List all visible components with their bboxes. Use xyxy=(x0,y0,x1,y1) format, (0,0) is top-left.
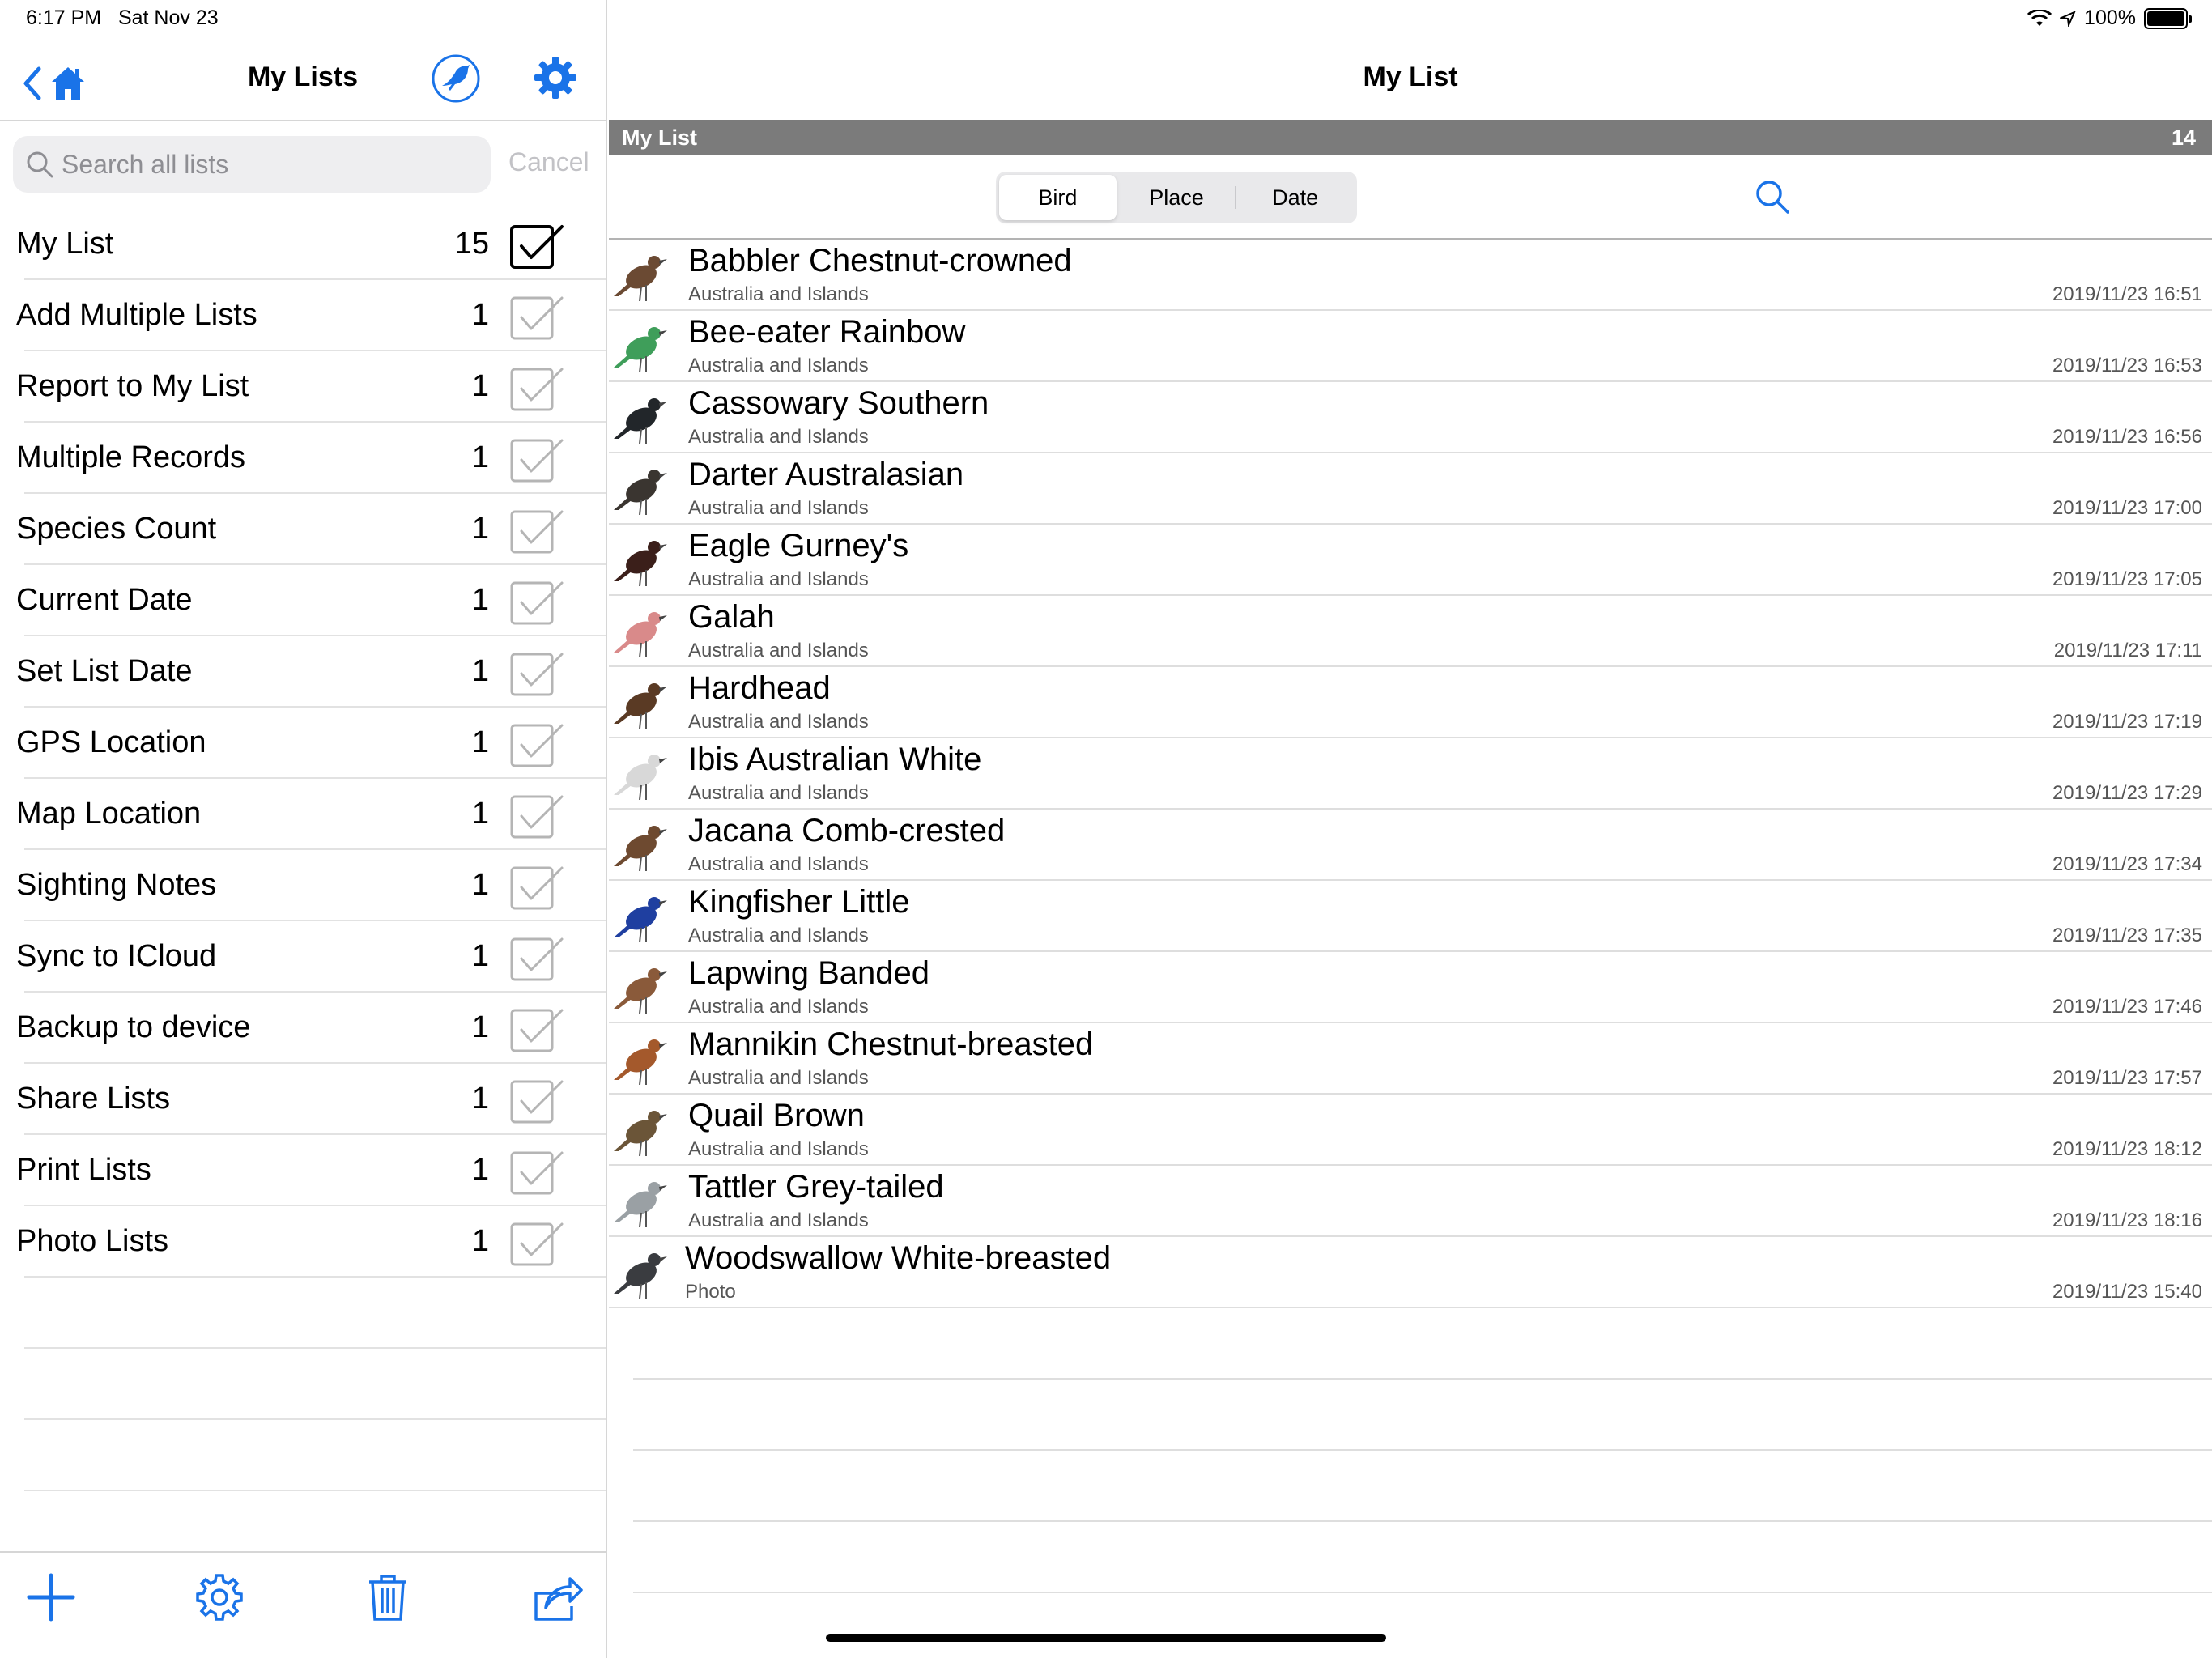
list-name: Share Lists xyxy=(16,1082,171,1116)
bird-row[interactable] xyxy=(609,1237,2212,1308)
bird-thumbnail xyxy=(609,528,674,593)
list-row[interactable] xyxy=(0,423,606,494)
trash-icon[interactable] xyxy=(359,1569,416,1626)
list-row[interactable] xyxy=(0,636,606,708)
bird-name: Galah xyxy=(688,599,775,635)
segment-place[interactable]: Place xyxy=(1149,185,1204,210)
bird-name: Hardhead xyxy=(688,670,831,706)
empty-row xyxy=(609,1380,2212,1451)
search-icon[interactable] xyxy=(1752,176,1793,217)
bird-date: 2019/11/23 17:11 xyxy=(2053,640,2202,661)
bird-row[interactable] xyxy=(609,382,2212,453)
bird-date: 2019/11/23 16:53 xyxy=(2052,355,2202,376)
list-name: Current Date xyxy=(16,583,193,617)
bird-date: 2019/11/23 17:05 xyxy=(2052,568,2202,590)
bird-row[interactable] xyxy=(609,240,2212,311)
checkbox-icon[interactable] xyxy=(508,648,567,698)
list-row[interactable] xyxy=(0,993,606,1064)
status-indicators xyxy=(2027,6,2188,30)
home-indicator[interactable] xyxy=(826,1634,1386,1642)
list-name: Photo Lists xyxy=(16,1224,168,1258)
bird-region: Australia and Islands xyxy=(688,426,869,448)
list-name: Sighting Notes xyxy=(16,868,217,902)
bird-region: Australia and Islands xyxy=(688,640,869,661)
checked-box-icon[interactable] xyxy=(508,220,567,270)
empty-row xyxy=(609,1308,2212,1380)
list-row[interactable] xyxy=(0,1064,606,1135)
bird-region: Australia and Islands xyxy=(688,925,869,946)
bird-row[interactable] xyxy=(609,810,2212,881)
list-row[interactable] xyxy=(0,708,606,779)
bird-name: Ibis Australian White xyxy=(688,742,982,777)
bird-name: Babbler Chestnut-crowned xyxy=(688,243,1072,278)
list-count: 1 xyxy=(471,512,489,546)
checkbox-icon[interactable] xyxy=(508,1075,567,1125)
list-count: 1 xyxy=(471,1082,489,1116)
bird-date: 2019/11/23 15:40 xyxy=(2052,1281,2202,1303)
bird-thumbnail xyxy=(609,742,674,806)
checkbox-icon[interactable] xyxy=(508,576,567,627)
list-count: 1 xyxy=(471,440,489,474)
list-row[interactable] xyxy=(0,209,606,280)
bird-region: Australia and Islands xyxy=(688,782,869,804)
list-name: My List xyxy=(16,227,114,261)
bird-date: 2019/11/23 16:56 xyxy=(2052,426,2202,448)
cancel-button[interactable]: Cancel xyxy=(508,147,589,176)
search-input[interactable] xyxy=(60,136,481,193)
bird-thumbnail xyxy=(609,385,674,450)
bird-region: Australia and Islands xyxy=(688,497,869,519)
bottom-toolbar xyxy=(0,1551,606,1658)
checkbox-icon[interactable] xyxy=(508,719,567,769)
bird-name: Cassowary Southern xyxy=(688,385,989,421)
segment-bird[interactable]: Bird xyxy=(999,175,1117,220)
segment-date[interactable]: Date xyxy=(1272,185,1319,210)
bird-date: 2019/11/23 17:46 xyxy=(2052,996,2202,1018)
checkbox-icon[interactable] xyxy=(508,291,567,342)
bird-date: 2019/11/23 18:12 xyxy=(2052,1138,2202,1160)
share-icon[interactable] xyxy=(528,1569,585,1626)
row-divider xyxy=(24,1490,606,1491)
sort-segmented-control xyxy=(996,172,1357,223)
empty-row xyxy=(609,1451,2212,1522)
list-count: 1 xyxy=(471,298,489,332)
bird-region: Australia and Islands xyxy=(688,283,869,305)
list-row[interactable] xyxy=(0,494,606,565)
checkbox-icon[interactable] xyxy=(508,505,567,555)
list-name: Set List Date xyxy=(16,654,193,688)
list-count: 1 xyxy=(471,1153,489,1187)
lists-pane xyxy=(0,0,607,1658)
bird-row[interactable] xyxy=(609,667,2212,738)
bird-name: Eagle Gurney's xyxy=(688,528,909,563)
bird-row[interactable] xyxy=(609,525,2212,596)
bird-thumbnail xyxy=(609,1169,674,1234)
bird-date: 2019/11/23 17:35 xyxy=(2052,925,2202,946)
list-name: Backup to device xyxy=(16,1010,251,1044)
empty-row xyxy=(0,1420,606,1491)
bird-date: 2019/11/23 17:19 xyxy=(2052,711,2202,733)
bird-region: Australia and Islands xyxy=(688,355,869,376)
bird-thumbnail xyxy=(609,670,674,735)
bird-thumbnail xyxy=(609,314,674,379)
plus-icon[interactable] xyxy=(23,1569,79,1626)
battery-percent: 100% xyxy=(2084,6,2136,29)
empty-row xyxy=(0,1349,606,1420)
bird-thumbnail xyxy=(609,599,674,664)
bird-region: Australia and Islands xyxy=(688,1209,869,1231)
checkbox-icon[interactable] xyxy=(508,1146,567,1197)
bird-name: Tattler Grey-tailed xyxy=(688,1169,944,1205)
list-count: 1 xyxy=(471,868,489,902)
bird-region: Photo xyxy=(685,1281,736,1303)
lists-title: My Lists xyxy=(247,62,359,92)
bird-thumbnail xyxy=(609,813,674,878)
list-name: Species Count xyxy=(16,512,217,546)
list-count: 15 xyxy=(454,227,489,261)
search-box[interactable] xyxy=(13,136,491,193)
bird-button-icon[interactable] xyxy=(431,53,481,104)
list-row[interactable] xyxy=(0,1135,606,1206)
bird-thumbnail xyxy=(609,884,674,949)
empty-row xyxy=(0,1278,606,1349)
list-name: Multiple Records xyxy=(16,440,245,474)
bird-thumbnail xyxy=(609,243,674,308)
checkbox-icon[interactable] xyxy=(508,790,567,840)
bird-region: Australia and Islands xyxy=(688,996,869,1018)
bird-region: Australia and Islands xyxy=(688,853,869,875)
list-name: Report to My List xyxy=(16,369,249,403)
lists-nav-bar xyxy=(0,37,606,121)
bird-row[interactable] xyxy=(609,453,2212,525)
bird-name: Bee-eater Rainbow xyxy=(688,314,966,350)
checkbox-icon[interactable] xyxy=(508,1004,567,1054)
status-clock: 6:17 PM xyxy=(26,6,102,29)
list-count: 1 xyxy=(471,1010,489,1044)
bird-list xyxy=(609,240,2212,1593)
list-count: 1 xyxy=(471,939,489,973)
bird-row[interactable] xyxy=(609,1166,2212,1237)
section-count: 14 xyxy=(2171,125,2196,150)
list-row[interactable] xyxy=(0,351,606,423)
bird-row[interactable] xyxy=(609,952,2212,1023)
list-count: 1 xyxy=(471,725,489,759)
list-row[interactable] xyxy=(0,779,606,850)
lists-table xyxy=(0,209,606,1491)
bird-row[interactable] xyxy=(609,1023,2212,1095)
settings-gear-icon[interactable] xyxy=(533,55,578,100)
bird-row[interactable] xyxy=(609,1095,2212,1166)
status-date: Sat Nov 23 xyxy=(117,6,219,29)
bird-row[interactable] xyxy=(609,881,2212,952)
list-count: 1 xyxy=(471,369,489,403)
bird-region: Australia and Islands xyxy=(688,1138,869,1160)
bird-thumbnail xyxy=(609,457,674,521)
list-name: Sync to ICloud xyxy=(16,939,217,973)
list-row[interactable] xyxy=(0,850,606,921)
list-row[interactable] xyxy=(0,1206,606,1278)
bird-date: 2019/11/23 17:29 xyxy=(2052,782,2202,804)
search-row xyxy=(0,121,606,206)
checkbox-icon[interactable] xyxy=(508,434,567,484)
bird-name: Mannikin Chestnut-breasted xyxy=(688,1027,1094,1062)
bird-name: Quail Brown xyxy=(688,1098,865,1133)
list-row[interactable] xyxy=(0,921,606,993)
detail-title: My List xyxy=(1363,62,1458,92)
bird-name: Kingfisher Little xyxy=(688,884,910,920)
checkbox-icon[interactable] xyxy=(508,933,567,983)
checkbox-icon[interactable] xyxy=(508,363,567,413)
list-count: 1 xyxy=(471,654,489,688)
row-divider xyxy=(633,1592,2212,1593)
bird-name: Darter Australasian xyxy=(688,457,964,492)
list-name: Map Location xyxy=(16,797,202,831)
wifi-icon xyxy=(2027,10,2052,28)
list-count: 1 xyxy=(471,797,489,831)
bird-thumbnail xyxy=(609,1027,674,1091)
bird-name: Woodswallow White-breasted xyxy=(685,1240,1112,1276)
battery-icon xyxy=(2144,8,2188,29)
bird-date: 2019/11/23 18:16 xyxy=(2052,1209,2202,1231)
bird-name: Jacana Comb-crested xyxy=(688,813,1006,848)
list-count: 1 xyxy=(471,1224,489,1258)
bird-row[interactable] xyxy=(609,311,2212,382)
bird-thumbnail xyxy=(609,1240,674,1305)
bird-name: Lapwing Banded xyxy=(688,955,930,991)
bird-date: 2019/11/23 17:00 xyxy=(2052,497,2202,519)
bird-date: 2019/11/23 17:34 xyxy=(2052,853,2202,875)
bird-region: Australia and Islands xyxy=(688,568,869,590)
section-title: My List xyxy=(622,125,698,150)
bird-region: Australia and Islands xyxy=(688,1067,869,1089)
list-name: Add Multiple Lists xyxy=(16,298,257,332)
list-row[interactable] xyxy=(0,280,606,351)
gear-icon[interactable] xyxy=(191,1569,248,1626)
list-name: Print Lists xyxy=(16,1153,151,1187)
bird-region: Australia and Islands xyxy=(688,711,869,733)
list-count: 1 xyxy=(471,583,489,617)
bird-date: 2019/11/23 17:57 xyxy=(2052,1067,2202,1089)
bird-thumbnail xyxy=(609,955,674,1020)
bird-thumbnail xyxy=(609,1098,674,1163)
empty-row xyxy=(609,1522,2212,1593)
bird-row[interactable] xyxy=(609,596,2212,667)
bird-row[interactable] xyxy=(609,738,2212,810)
list-name: GPS Location xyxy=(16,725,206,759)
checkbox-icon[interactable] xyxy=(508,1218,567,1268)
bird-date: 2019/11/23 16:51 xyxy=(2052,283,2202,305)
checkbox-icon[interactable] xyxy=(508,861,567,912)
section-header xyxy=(609,120,2212,155)
location-arrow-icon xyxy=(2060,11,2076,27)
list-row[interactable] xyxy=(0,565,606,636)
search-icon xyxy=(24,149,55,180)
